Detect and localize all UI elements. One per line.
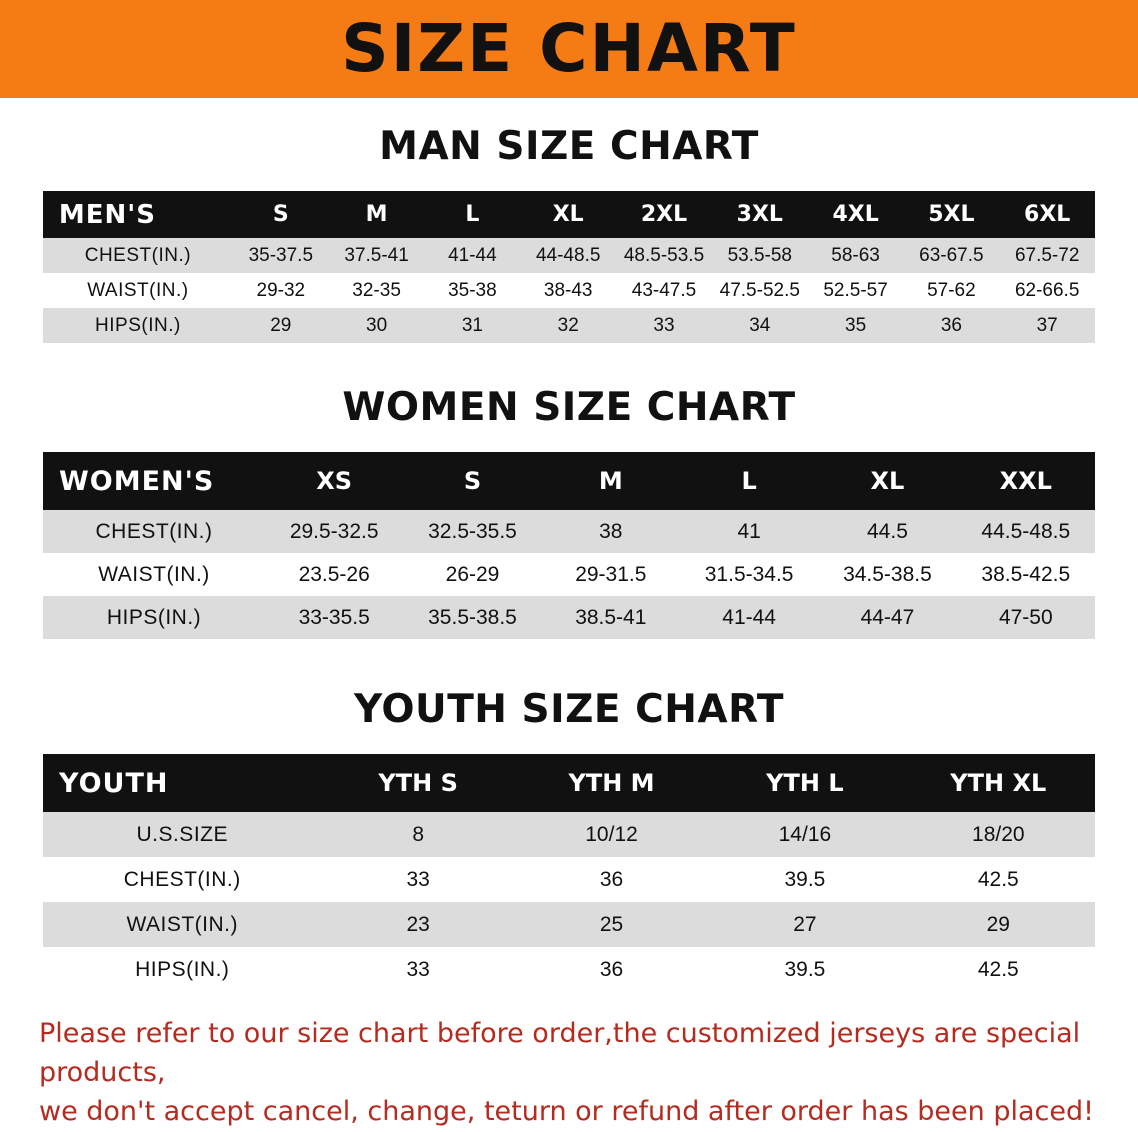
men-waist-6xl: 62-66.5 (999, 273, 1095, 308)
policy-note-line-2: we don't accept cancel, change, teturn or refund after order has been placed! (39, 1096, 1094, 1128)
men-waist-3xl: 47.5-52.5 (712, 273, 808, 308)
women-waist-l: 31.5-34.5 (680, 553, 818, 596)
men-chest-xl: 44-48.5 (520, 238, 616, 273)
youth-col-2: YTH M (515, 754, 708, 812)
men-hips-5xl: 36 (903, 308, 999, 343)
women-col-3: M (542, 452, 680, 510)
women-waist-s: 26-29 (403, 553, 541, 596)
youth-row-label-chest: CHEST(IN.) (43, 857, 321, 902)
youth-ussize-l: 14/16 (708, 812, 901, 857)
table-row (43, 238, 1095, 273)
table-row (43, 510, 1095, 553)
men-waist-5xl: 57-62 (903, 273, 999, 308)
women-row-label-chest: CHEST(IN.) (43, 510, 265, 553)
men-hips-2xl: 33 (616, 308, 712, 343)
women-table-header-row (43, 452, 1095, 510)
page-banner (0, 0, 1138, 98)
women-hips-s: 35.5-38.5 (403, 596, 541, 639)
men-hips-l: 31 (425, 308, 521, 343)
women-col-1: XS (265, 452, 403, 510)
men-size-table (43, 191, 1095, 343)
youth-waist-m: 25 (515, 902, 708, 947)
table-row (43, 902, 1095, 947)
men-waist-s: 29-32 (233, 273, 329, 308)
men-hips-3xl: 34 (712, 308, 808, 343)
men-waist-2xl: 43-47.5 (616, 273, 712, 308)
men-hips-m: 30 (329, 308, 425, 343)
men-col-8: 5XL (903, 191, 999, 238)
men-chest-5xl: 63-67.5 (903, 238, 999, 273)
table-row (43, 308, 1095, 343)
men-hips-6xl: 37 (999, 308, 1095, 343)
youth-ussize-s: 8 (321, 812, 514, 857)
men-chest-l: 41-44 (425, 238, 521, 273)
table-row (43, 553, 1095, 596)
women-waist-xxl: 38.5-42.5 (957, 553, 1095, 596)
men-row-header: MEN'S (43, 191, 233, 238)
youth-waist-xl: 29 (902, 902, 1095, 947)
men-col-9: 6XL (999, 191, 1095, 238)
men-row-label-hips: HIPS(IN.) (43, 308, 233, 343)
youth-col-1: YTH S (321, 754, 514, 812)
men-col-5: 2XL (616, 191, 712, 238)
youth-ussize-xl: 18/20 (902, 812, 1095, 857)
women-waist-xl: 34.5-38.5 (818, 553, 956, 596)
table-row (43, 273, 1095, 308)
policy-note (39, 1014, 1099, 1131)
men-table-header-row (43, 191, 1095, 238)
women-col-5: XL (818, 452, 956, 510)
women-hips-xs: 33-35.5 (265, 596, 403, 639)
women-waist-m: 29-31.5 (542, 553, 680, 596)
men-chest-3xl: 53.5-58 (712, 238, 808, 273)
youth-row-header: YOUTH (43, 754, 321, 812)
women-waist-xs: 23.5-26 (265, 553, 403, 596)
youth-hips-s: 33 (321, 947, 514, 992)
men-row-label-waist: WAIST(IN.) (43, 273, 233, 308)
men-chest-4xl: 58-63 (808, 238, 904, 273)
women-col-2: S (403, 452, 541, 510)
women-chest-xs: 29.5-32.5 (265, 510, 403, 553)
men-hips-4xl: 35 (808, 308, 904, 343)
women-section-heading: WOMEN SIZE CHART (342, 385, 796, 430)
page-title: SIZE CHART (341, 10, 797, 87)
men-chest-2xl: 48.5-53.5 (616, 238, 712, 273)
men-waist-l: 35-38 (425, 273, 521, 308)
men-chest-m: 37.5-41 (329, 238, 425, 273)
men-row-label-chest: CHEST(IN.) (43, 238, 233, 273)
youth-row-label-ussize: U.S.SIZE (43, 812, 321, 857)
youth-waist-l: 27 (708, 902, 901, 947)
women-chest-l: 41 (680, 510, 818, 553)
youth-table-header-row (43, 754, 1095, 812)
youth-hips-l: 39.5 (708, 947, 901, 992)
men-col-7: 4XL (808, 191, 904, 238)
women-col-6: XXL (957, 452, 1095, 510)
men-waist-4xl: 52.5-57 (808, 273, 904, 308)
table-row (43, 596, 1095, 639)
men-col-1: S (233, 191, 329, 238)
women-hips-l: 41-44 (680, 596, 818, 639)
youth-chest-xl: 42.5 (902, 857, 1095, 902)
women-col-4: L (680, 452, 818, 510)
men-col-4: XL (520, 191, 616, 238)
men-chest-6xl: 67.5-72 (999, 238, 1095, 273)
youth-col-3: YTH L (708, 754, 901, 812)
youth-row-label-waist: WAIST(IN.) (43, 902, 321, 947)
women-row-label-hips: HIPS(IN.) (43, 596, 265, 639)
youth-chest-m: 36 (515, 857, 708, 902)
table-row (43, 812, 1095, 857)
youth-chest-l: 39.5 (708, 857, 901, 902)
women-chest-s: 32.5-35.5 (403, 510, 541, 553)
men-section-heading: MAN SIZE CHART (379, 124, 759, 169)
women-row-header: WOMEN'S (43, 452, 265, 510)
women-row-label-waist: WAIST(IN.) (43, 553, 265, 596)
men-hips-xl: 32 (520, 308, 616, 343)
men-waist-xl: 38-43 (520, 273, 616, 308)
youth-col-4: YTH XL (902, 754, 1095, 812)
youth-size-table (43, 754, 1095, 992)
women-hips-m: 38.5-41 (542, 596, 680, 639)
men-chest-s: 35-37.5 (233, 238, 329, 273)
youth-chest-s: 33 (321, 857, 514, 902)
men-hips-s: 29 (233, 308, 329, 343)
policy-note-line-1: Please refer to our size chart before order,the customized jerseys are special products, (39, 1018, 1081, 1089)
women-size-table (43, 452, 1095, 639)
women-chest-m: 38 (542, 510, 680, 553)
men-col-2: M (329, 191, 425, 238)
women-hips-xxl: 47-50 (957, 596, 1095, 639)
youth-hips-xl: 42.5 (902, 947, 1095, 992)
men-waist-m: 32-35 (329, 273, 425, 308)
youth-hips-m: 36 (515, 947, 708, 992)
youth-section-heading: YOUTH SIZE CHART (354, 687, 784, 732)
women-hips-xl: 44-47 (818, 596, 956, 639)
women-chest-xl: 44.5 (818, 510, 956, 553)
men-col-6: 3XL (712, 191, 808, 238)
women-chest-xxl: 44.5-48.5 (957, 510, 1095, 553)
table-row (43, 857, 1095, 902)
youth-row-label-hips: HIPS(IN.) (43, 947, 321, 992)
men-col-3: L (425, 191, 521, 238)
youth-ussize-m: 10/12 (515, 812, 708, 857)
youth-waist-s: 23 (321, 902, 514, 947)
table-row (43, 947, 1095, 992)
